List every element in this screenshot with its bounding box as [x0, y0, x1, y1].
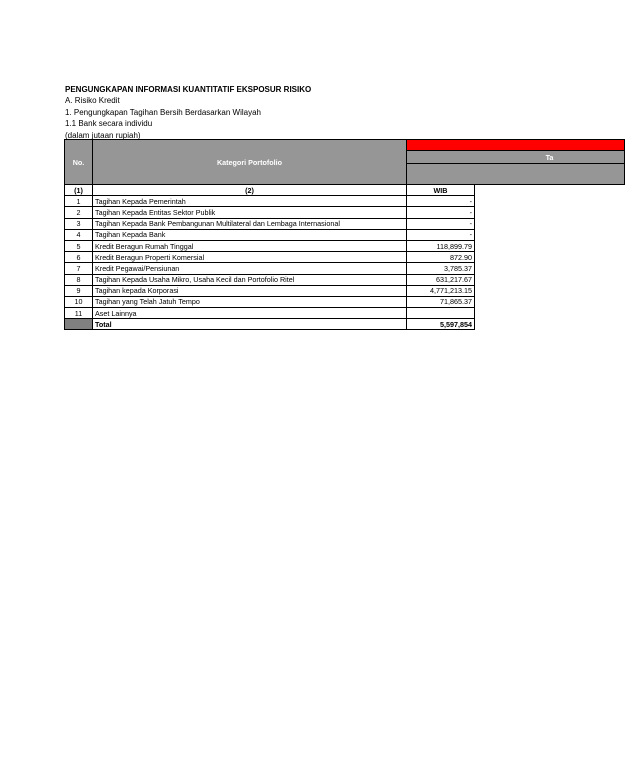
row-overflow: [475, 263, 625, 274]
row-value: -: [407, 207, 475, 218]
table-row: [65, 274, 625, 285]
column-header-no: No.: [65, 140, 93, 185]
row-value: [407, 308, 475, 319]
table-row: [65, 240, 625, 251]
row-kategori: Kredit Beragun Properti Komersial: [93, 252, 407, 263]
report-header: [65, 84, 311, 141]
row-number: 3: [65, 218, 93, 229]
total-number-cell: [65, 319, 93, 330]
row-kategori: Kredit Beragun Rumah Tinggal: [93, 240, 407, 251]
total-value: 5,597,854: [407, 319, 475, 330]
column-overflow: [475, 185, 625, 196]
row-overflow: [475, 240, 625, 251]
row-overflow: [475, 274, 625, 285]
exposure-table-container: [64, 139, 554, 334]
row-value: -: [407, 218, 475, 229]
row-number: 1: [65, 196, 93, 207]
row-kategori: Tagihan Kepada Usaha Mikro, Usaha Kecil dan Portofolio Ritel: [93, 274, 407, 285]
column-number-1: (1): [65, 185, 93, 196]
row-number: 6: [65, 252, 93, 263]
row-value: 118,899.79: [407, 240, 475, 251]
row-kategori: Tagihan yang Telah Jatuh Tempo: [93, 296, 407, 307]
row-kategori: Aset Lainnya: [93, 308, 407, 319]
row-value: -: [407, 196, 475, 207]
table-row: [65, 296, 625, 307]
unit-label: (dalam jutaan rupiah): [65, 130, 141, 140]
row-number: 10: [65, 296, 93, 307]
table-row: [65, 308, 625, 319]
table-row: [65, 229, 625, 240]
row-overflow: [475, 196, 625, 207]
row-kategori: Tagihan kepada Korporasi: [93, 285, 407, 296]
total-label: Total: [93, 319, 407, 330]
row-kategori: Tagihan Kepada Bank: [93, 229, 407, 240]
row-value: 4,771,213.15: [407, 285, 475, 296]
row-number: 9: [65, 285, 93, 296]
row-kategori: Kredit Pegawai/Pensiunan: [93, 263, 407, 274]
row-value: -: [407, 229, 475, 240]
row-value: 872.90: [407, 252, 475, 263]
row-number: 7: [65, 263, 93, 274]
row-overflow: [475, 308, 625, 319]
row-overflow: [475, 207, 625, 218]
total-row: [65, 319, 625, 330]
row-kategori: Tagihan Kepada Pemerintah: [93, 196, 407, 207]
column-header-wib: WIB: [407, 185, 475, 196]
table-row: [65, 252, 625, 263]
total-overflow: [475, 319, 625, 330]
row-overflow: [475, 285, 625, 296]
row-number: 8: [65, 274, 93, 285]
row-number: 2: [65, 207, 93, 218]
column-subheader-blank: [407, 164, 625, 185]
header-red-band: [407, 140, 625, 151]
subsection-heading: 1. Pengungkapan Tagihan Bersih Berdasarkan Wilayah: [65, 107, 261, 117]
column-number-2: (2): [93, 185, 407, 196]
column-header-kategori: Kategori Portofolio: [93, 140, 407, 185]
table-row: [65, 207, 625, 218]
row-value: 71,865.37: [407, 296, 475, 307]
table-row: [65, 218, 625, 229]
table-row: [65, 285, 625, 296]
section-heading: A. Risiko Kredit: [65, 96, 120, 106]
row-number: 4: [65, 229, 93, 240]
row-number: 11: [65, 308, 93, 319]
row-number: 5: [65, 240, 93, 251]
row-overflow: [475, 218, 625, 229]
exposure-table: [64, 139, 625, 330]
row-value: 3,785.37: [407, 263, 475, 274]
row-kategori: Tagihan Kepada Bank Pembangunan Multilateral dan Lembaga Internasional: [93, 218, 407, 229]
row-value: 631,217.67: [407, 274, 475, 285]
row-kategori: Tagihan Kepada Entitas Sektor Publik: [93, 207, 407, 218]
row-overflow: [475, 229, 625, 240]
scope-label: 1.1 Bank secara individu: [65, 119, 153, 129]
column-group-header: Ta: [407, 151, 625, 164]
table-row: [65, 196, 625, 207]
table-row: [65, 263, 625, 274]
row-overflow: [475, 252, 625, 263]
report-title: PENGUNGKAPAN INFORMASI KUANTITATIF EKSPOSUR RISIKO: [65, 85, 312, 94]
row-overflow: [475, 296, 625, 307]
